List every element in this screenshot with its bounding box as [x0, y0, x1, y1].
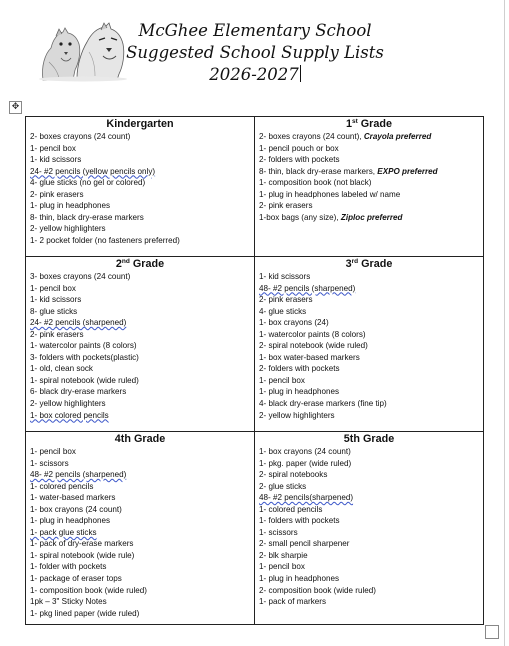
- list-item: 1- 2 pocket folder (no fasteners preferred): [30, 235, 180, 245]
- list-item: 3- boxes crayons (24 count): [30, 272, 131, 281]
- list-item: 2- composition book (wide ruled): [259, 585, 376, 595]
- school-name: McGhee Elementary School: [138, 21, 372, 40]
- list-item: 2- pink erasers: [30, 329, 84, 339]
- supply-list-table: [25, 116, 484, 625]
- list-item: 1- scissors: [259, 527, 298, 537]
- kindergarten-cell[interactable]: [26, 117, 255, 257]
- list-item: 2- pink erasers: [259, 295, 313, 305]
- list-item: 2- folders with pockets: [259, 364, 340, 374]
- list-item: 1- pack of dry-erase markers: [30, 539, 134, 549]
- list-item: 2- blk sharpie: [259, 550, 308, 560]
- cougar-mascot-logo: [37, 22, 129, 82]
- spellcheck-text: 1- pack glue sticks: [30, 527, 97, 537]
- list-item: 1- folders with pockets: [259, 516, 340, 526]
- list-item: 1- scissors: [30, 458, 69, 468]
- list-item: 1- box crayons (24): [259, 318, 329, 328]
- spellcheck-text: 1- box colored pencils: [30, 410, 109, 420]
- list-item: 2- boxes crayons (24 count), Crayola preferred: [259, 132, 432, 141]
- list-item: 1- pencil box: [30, 143, 76, 153]
- list-item: 1- pkg lined paper (wide ruled): [30, 608, 140, 618]
- list-item: 1- pencil box: [30, 283, 76, 293]
- list-item: 2- yellow highlighters: [259, 410, 335, 420]
- list-item: 1- colored pencils: [259, 504, 323, 514]
- table-resize-handle-icon[interactable]: [485, 625, 499, 639]
- third-grade-heading: 3rd Grade: [345, 258, 393, 270]
- list-item: [259, 283, 483, 295]
- list-item: 2- glue sticks: [259, 481, 307, 491]
- list-item: 1- watercolor paints (8 colors): [30, 341, 137, 351]
- table-move-handle-icon[interactable]: ✥: [9, 101, 22, 114]
- list-item: [30, 410, 254, 422]
- list-item: 1- old, clean sock: [30, 364, 93, 374]
- list-item: 1pk – 3" Sticky Notes: [30, 597, 107, 607]
- list-item: 2- spiral notebooks: [259, 470, 328, 480]
- list-item: 1- kid scissors: [30, 295, 82, 305]
- fourth-grade-heading: 4th Grade: [114, 433, 166, 445]
- second-grade-cell[interactable]: [26, 257, 255, 432]
- list-item: 1- plug in headphones labeled w/ name: [259, 189, 401, 199]
- list-item: 2- yellow highlighters: [30, 224, 106, 234]
- list-item: 1- plug in headphones: [259, 387, 340, 397]
- list-item: [30, 527, 254, 539]
- list-item: 8- thin, black dry-erase markers: [30, 212, 144, 222]
- list-item: 1- pack of markers: [259, 597, 327, 607]
- list-item: [259, 492, 483, 504]
- list-item: 1- spiral notebook (wide rule): [30, 550, 135, 560]
- list-item: 1- box crayons (24 count): [30, 504, 122, 514]
- third-grade-cell[interactable]: [255, 257, 484, 432]
- school-year[interactable]: [120, 64, 390, 86]
- list-item: [30, 166, 254, 178]
- list-item: 1- composition book (wide ruled): [30, 585, 147, 595]
- fifth-grade-heading: 5th Grade: [343, 433, 395, 445]
- document-subtitle: Suggested School Supply Lists: [126, 43, 384, 62]
- list-item: 1- pencil box: [30, 447, 76, 456]
- list-item: 1- box crayons (24 count): [259, 447, 351, 456]
- list-item: 1- pencil pouch or box: [259, 143, 339, 153]
- list-item: 1- kid scissors: [259, 272, 311, 281]
- list-item: 1- colored pencils: [30, 481, 94, 491]
- list-item: 4- black dry-erase markers (fine tip): [259, 399, 387, 409]
- list-item: [30, 317, 254, 329]
- spellcheck-text: 24- #2 pencils (sharpened): [30, 318, 127, 328]
- list-item: [30, 469, 254, 481]
- second-grade-heading: 2nd Grade: [115, 258, 165, 270]
- list-item: 1- pencil box: [259, 562, 305, 572]
- spellcheck-text: 24- #2 pencils (yellow pencils only): [30, 166, 156, 176]
- list-item: 2- folders with pockets: [259, 155, 340, 165]
- list-item: 8- thin, black dry-erase markers, EXPO preferred: [259, 166, 438, 176]
- list-item: 1- package of eraser tops: [30, 574, 122, 584]
- spellcheck-text: 48- #2 pencils (sharpened): [30, 470, 127, 480]
- list-item: 1- pkg. paper (wide ruled): [259, 458, 352, 468]
- list-item: 4- glue sticks: [259, 306, 307, 316]
- kindergarten-heading: Kindergarten: [106, 118, 174, 130]
- school-year-text: 2026-2027: [209, 65, 299, 84]
- list-item: 2- pink erasers: [30, 189, 84, 199]
- list-item: 2- boxes crayons (24 count): [30, 132, 131, 141]
- list-item: 1- spiral notebook (wide ruled): [30, 375, 139, 385]
- fourth-grade-cell[interactable]: [26, 432, 255, 625]
- list-item: 1- water-based markers: [30, 493, 116, 503]
- list-item: 1- pencil box: [259, 375, 305, 385]
- list-item: 2- small pencil sharpener: [259, 539, 350, 549]
- fifth-grade-cell[interactable]: [255, 432, 484, 625]
- list-item: 3- folders with pockets(plastic): [30, 352, 139, 362]
- list-item: 6- black dry-erase markers: [30, 387, 127, 397]
- spellcheck-text: 48- #2 pencils (sharpened): [259, 283, 356, 293]
- first-grade-cell[interactable]: [255, 117, 484, 257]
- list-item: 1- plug in headphones: [30, 201, 111, 211]
- list-item: 1- plug in headphones: [259, 574, 340, 584]
- first-grade-heading: 1st Grade: [345, 118, 392, 130]
- list-item: 4- glue sticks (no gel or colored): [30, 178, 146, 188]
- title-block: [120, 20, 390, 86]
- list-item: 1- kid scissors: [30, 155, 82, 165]
- list-item: 1- plug in headphones: [30, 516, 111, 526]
- spellcheck-text: 48- #2 pencils(sharpened): [259, 493, 354, 503]
- list-item: 2- pink erasers: [259, 201, 313, 211]
- list-item: 1- composition book (not black): [259, 178, 372, 188]
- list-item: 1-box bags (any size), Ziploc preferred: [259, 212, 403, 222]
- list-item: 1- folder with pockets: [30, 562, 107, 572]
- list-item: 1- watercolor paints (8 colors): [259, 329, 366, 339]
- list-item: 2- yellow highlighters: [30, 399, 106, 409]
- text-cursor: [300, 65, 301, 82]
- list-item: 1- box water-based markers: [259, 352, 360, 362]
- list-item: 2- spiral notebook (wide ruled): [259, 341, 368, 351]
- list-item: 8- glue sticks: [30, 306, 78, 316]
